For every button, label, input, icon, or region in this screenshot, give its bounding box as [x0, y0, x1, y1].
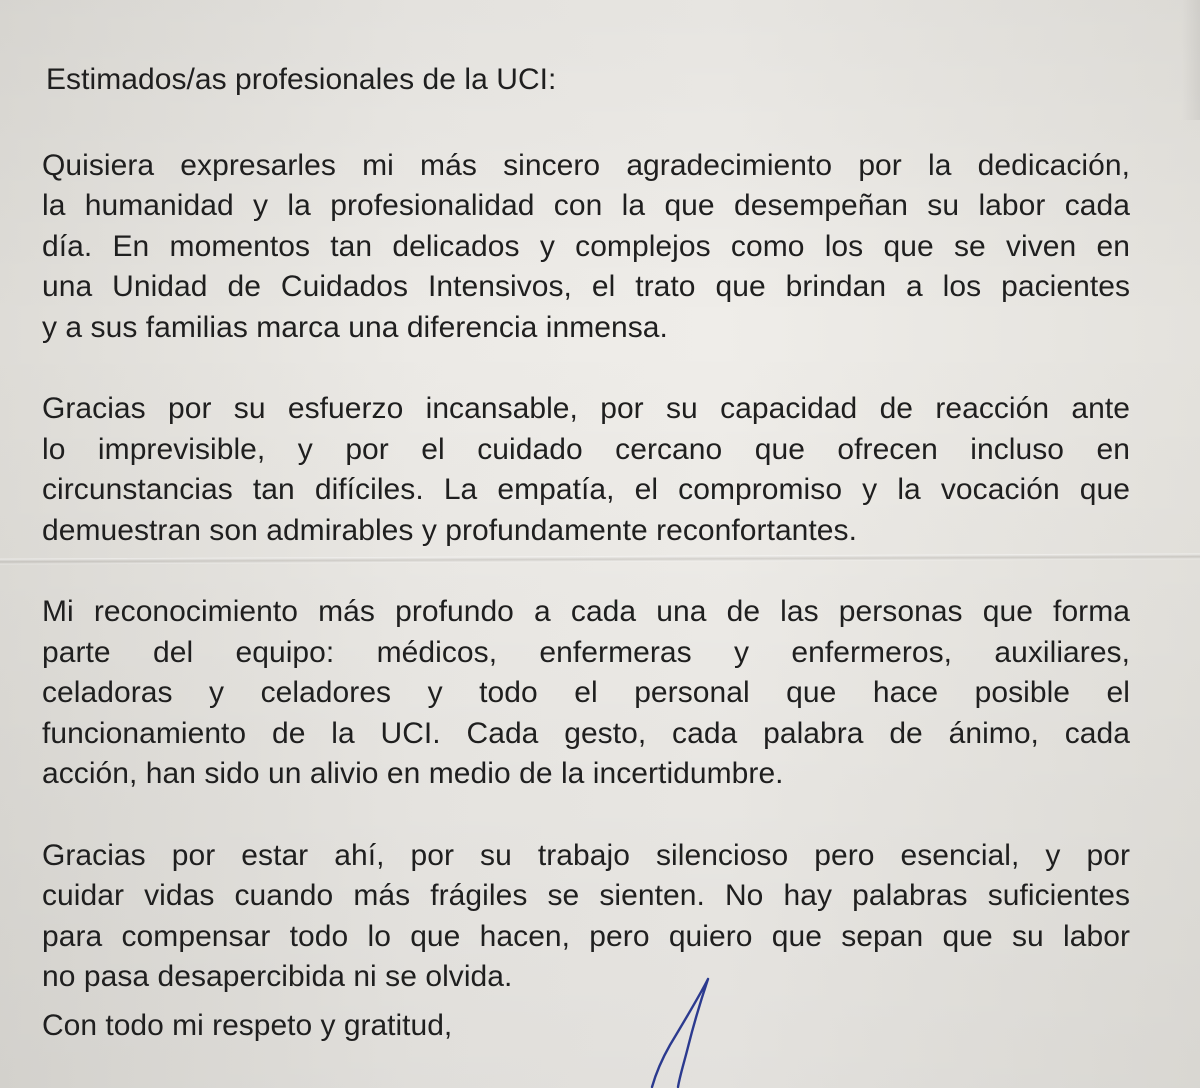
letter-salutation: Estimados/as profesionales de la UCI:: [46, 63, 557, 96]
paragraph-line: Gracias por su esfuerzo incansable, por su capacidad de reacción ante: [42, 392, 1130, 425]
handwritten-signature: [630, 975, 740, 1088]
paragraph-line: funcionamiento de la UCI. Cada gesto, cada palabra de ánimo, cada: [42, 716, 1130, 750]
paragraph-line: demuestran son admirables y profundamente reconfortantes.: [42, 513, 857, 547]
paragraph-line: la humanidad y la profesionalidad con la que desempeñan su labor cada: [42, 189, 1130, 222]
paragraph-line: circunstancias tan difíciles. La empatía, el compromiso y la vocación que: [42, 473, 1130, 506]
paragraph-line: Quisiera expresarles mi más sincero agradecimiento por la dedicación,: [42, 148, 1130, 182]
paragraph-3: [42, 592, 1130, 795]
paragraph-line: una Unidad de Cuidados Intensivos, el trato que brindan a los pacientes: [42, 270, 1130, 303]
paragraph-line: acción, han sido un alivio en medio de la incertidumbre.: [42, 757, 784, 790]
paragraph-1: [42, 146, 1130, 349]
paragraph-line: no pasa desapercibida ni se olvida.: [42, 960, 513, 993]
paper-edge-shadow: [1182, 0, 1200, 120]
paragraph-line: Mi reconocimiento más profundo a cada una de las personas que forma: [42, 595, 1130, 628]
paragraph-line: cuidar vidas cuando más frágiles se sienten. No hay palabras suficientes: [42, 879, 1130, 912]
paragraph-2: [42, 389, 1130, 551]
paragraph-line: celadoras y celadores y todo el personal que hace posible el: [42, 676, 1130, 709]
letter-closing: Con todo mi respeto y gratitud,: [42, 1009, 453, 1042]
letter-body: [42, 60, 1130, 1039]
paragraph-4: [42, 836, 1130, 998]
paragraph-line: parte del equipo: médicos, enfermeras y enfermeros, auxiliares,: [42, 635, 1130, 669]
paragraph-line: día. En momentos tan delicados y complejos como los que se viven en: [42, 229, 1130, 263]
paragraph-line: Gracias por estar ahí, por su trabajo silencioso pero esencial, y por: [42, 838, 1130, 872]
paragraph-line: lo imprevisible, y por el cuidado cercano que ofrecen incluso en: [42, 432, 1130, 466]
paragraph-line: para compensar todo lo que hacen, pero quiero que sepan que su labor: [42, 919, 1130, 953]
paragraph-line: y a sus familias marca una diferencia inmensa.: [42, 310, 668, 344]
